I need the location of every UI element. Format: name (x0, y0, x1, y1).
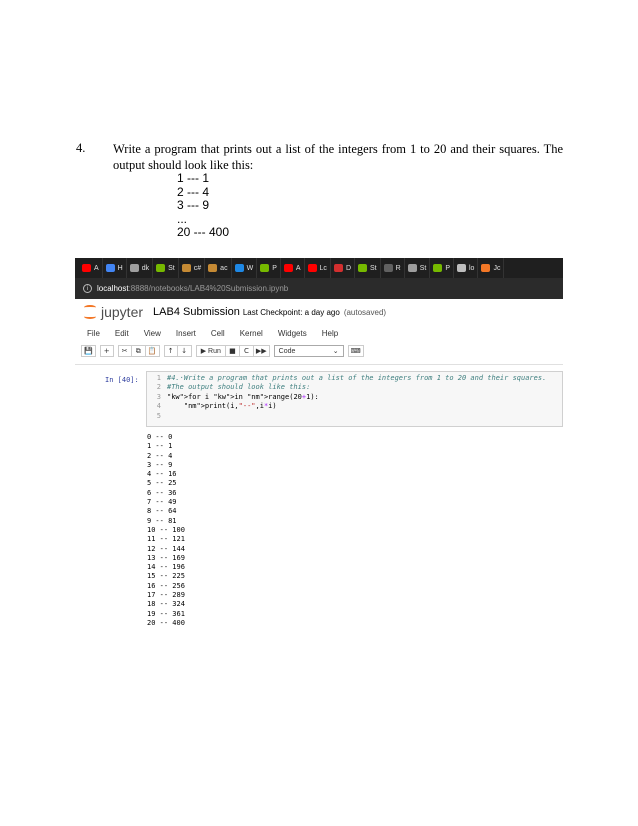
code-line (147, 402, 562, 411)
browser-tab[interactable] (127, 258, 153, 278)
favicon-icon (334, 264, 343, 272)
browser-tab[interactable] (381, 258, 405, 278)
output-line: 9 -- 81 (147, 516, 177, 525)
line-number: 2 (156, 383, 161, 392)
chevron-down-icon: ⌄ (332, 348, 339, 355)
browser-tab[interactable] (79, 258, 103, 278)
browser-tab[interactable] (232, 258, 258, 278)
keyboard-shortcuts-button[interactable]: ⌨ (348, 345, 364, 357)
favicon-icon (82, 264, 91, 272)
menu-view[interactable]: View (143, 328, 161, 338)
favicon-icon (408, 264, 417, 272)
address-host: localhost (97, 284, 129, 293)
run-button[interactable]: ▶ Run (196, 345, 226, 357)
favicon-icon (260, 264, 269, 272)
output-line: 5 -- 25 (147, 479, 177, 488)
browser-tab-label: St (419, 264, 427, 272)
output-line: 2 -- 4 (147, 451, 173, 460)
sample-line: ... (177, 211, 188, 226)
output-line: 1 -- 1 (147, 442, 173, 451)
output-line: 10 -- 100 (147, 525, 185, 534)
address-path: :8888/notebooks/LAB4%20Submission.ipynb (128, 284, 289, 293)
output-line: 0 -- 0 (147, 433, 173, 441)
browser-tab[interactable] (454, 258, 478, 278)
browser-tab-label: D (345, 264, 351, 272)
menu-edit[interactable]: Edit (114, 328, 129, 338)
cell-type-select[interactable] (274, 345, 344, 357)
favicon-icon (284, 264, 293, 272)
browser-tab-label: W (246, 264, 254, 272)
question-number: 4. (76, 141, 86, 155)
sample-line: 1 --- 1 (177, 171, 210, 185)
restart-button[interactable]: C (240, 345, 254, 357)
code-text: "nm">print(i,"--",i*i) (183, 402, 277, 411)
output-line: 12 -- 144 (147, 544, 185, 553)
line-number: 3 (156, 392, 161, 401)
browser-tab-label: lo (468, 264, 475, 272)
sample-output (177, 172, 229, 240)
favicon-icon (208, 264, 217, 272)
browser-tab-label: St (168, 264, 175, 272)
output-line: 19 -- 361 (147, 609, 185, 618)
output-line: 13 -- 169 (147, 553, 185, 562)
output-line: 15 -- 225 (147, 572, 185, 581)
paste-button[interactable]: 📋 (146, 345, 160, 357)
interrupt-button[interactable]: ■ (226, 345, 240, 357)
browser-tab-label: A (295, 264, 301, 272)
code-text: #The output should look like this: (167, 383, 311, 392)
code-line (147, 383, 562, 392)
address-bar[interactable] (75, 278, 563, 299)
browser-tab[interactable] (478, 258, 504, 278)
code-text: "kw">for i "kw">in "nm">range(20+1): (167, 392, 319, 401)
browser-tab[interactable] (331, 258, 355, 278)
favicon-icon (481, 264, 490, 272)
output-line: 4 -- 16 (147, 470, 177, 479)
browser-tab[interactable] (281, 258, 305, 278)
code-line (147, 393, 562, 402)
browser-tab-label: St (370, 264, 377, 272)
output-line: 17 -- 289 (147, 591, 185, 600)
browser-tab[interactable] (305, 258, 331, 278)
browser-tab[interactable] (179, 258, 205, 278)
menu-widgets[interactable]: Widgets (277, 328, 307, 338)
code-line (147, 412, 562, 421)
line-number: 1 (156, 374, 161, 382)
browser-tab[interactable] (205, 258, 231, 278)
favicon-icon (156, 264, 165, 272)
menu-kernel[interactable]: Kernel (239, 328, 263, 338)
output-line: 14 -- 196 (147, 563, 185, 572)
browser-tab-bar (75, 258, 563, 278)
browser-tab-label: Jc (493, 264, 501, 272)
output-line: 7 -- 49 (147, 498, 177, 507)
input-prompt: In [40]: (105, 376, 139, 384)
menu-help[interactable]: Help (321, 328, 339, 338)
favicon-icon (308, 264, 317, 272)
browser-tab-label: c# (193, 264, 202, 272)
jupyter-logo-icon[interactable] (83, 304, 97, 320)
output-line: 3 -- 9 (147, 460, 173, 469)
menu-file[interactable]: File (87, 328, 100, 338)
code-text: #4.·Write a program that prints out a list of the integers from 1 to 20 and their squares. (167, 374, 547, 382)
favicon-icon (130, 264, 139, 272)
cell-output (147, 433, 185, 628)
favicon-icon (106, 264, 115, 272)
sample-line: 2 --- 4 (177, 184, 210, 199)
browser-tab[interactable] (103, 258, 127, 278)
output-line: 16 -- 256 (147, 581, 185, 590)
save-button[interactable]: 💾 (81, 345, 96, 357)
favicon-icon (358, 264, 367, 272)
header-divider (75, 364, 563, 365)
checkpoint-status: Last Checkpoint: a day ago (242, 307, 340, 317)
sample-line: 20 --- 400 (177, 225, 230, 240)
browser-tab[interactable] (355, 258, 381, 278)
output-line: 11 -- 121 (147, 535, 185, 544)
favicon-icon (433, 264, 442, 272)
browser-tab-label: R (395, 264, 401, 272)
favicon-icon (457, 264, 466, 272)
insert-cell-button[interactable]: + (100, 345, 114, 357)
copy-button[interactable]: ⧉ (132, 345, 146, 357)
browser-tab[interactable] (430, 258, 454, 278)
browser-tab-label: P (445, 264, 450, 272)
browser-tab-label: A (94, 264, 99, 272)
code-line (147, 374, 562, 383)
jupyter-screenshot (75, 258, 563, 642)
menu-cell[interactable]: Cell (210, 328, 225, 338)
favicon-icon (235, 264, 244, 272)
browser-tab[interactable] (257, 258, 281, 278)
browser-tab[interactable] (153, 258, 179, 278)
notebook-toolbar (75, 343, 563, 359)
jupyter-brand[interactable]: jupyter (101, 304, 144, 320)
output-line: 18 -- 324 (147, 600, 185, 609)
browser-tab-label: P (272, 264, 277, 272)
question-text: Write a program that prints out a list of the integers from 1 to 20 and their squares. The output should look like this: (113, 142, 563, 172)
browser-tab-label: ac (220, 264, 228, 272)
line-number: 4 (156, 402, 161, 411)
notebook-name[interactable]: LAB4 Submission (153, 306, 240, 318)
move-up-button[interactable]: ↑ (164, 345, 178, 357)
browser-tab[interactable] (405, 258, 431, 278)
browser-tab-label: H (117, 264, 123, 272)
browser-tab-label: dk (141, 264, 150, 272)
menu-insert[interactable]: Insert (175, 328, 196, 338)
favicon-icon (384, 264, 393, 272)
browser-tab-label: Lc (319, 264, 327, 272)
favicon-icon (182, 264, 191, 272)
info-icon[interactable]: i (83, 284, 92, 293)
output-line: 20 -- 400 (147, 618, 185, 627)
restart-run-all-button[interactable]: ▶▶ (254, 345, 270, 357)
jupyter-header (75, 299, 563, 325)
output-line: 8 -- 64 (147, 507, 177, 516)
menu-bar (75, 325, 563, 341)
autosave-status: (autosaved) (343, 307, 387, 317)
cell-type-value: Code (278, 347, 296, 355)
move-down-button[interactable]: ↓ (178, 345, 192, 357)
sample-line: 3 --- 9 (177, 198, 210, 213)
cut-button[interactable]: ✂ (118, 345, 132, 357)
line-number: 5 (156, 411, 161, 420)
code-editor[interactable] (146, 371, 563, 427)
output-line: 6 -- 36 (147, 488, 177, 497)
